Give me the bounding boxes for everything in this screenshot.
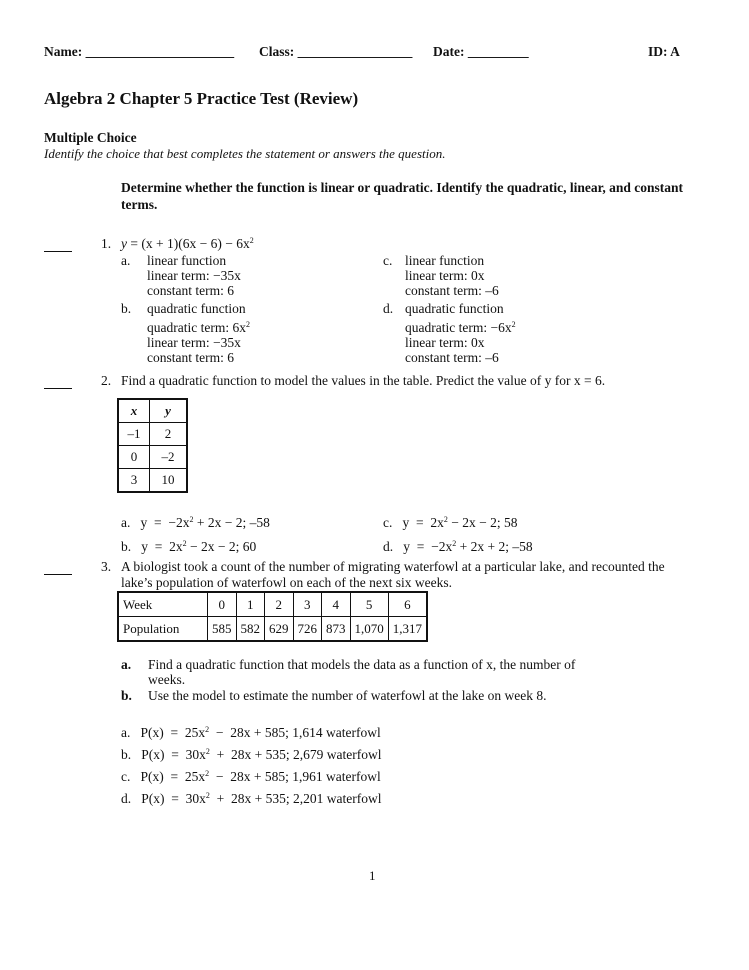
group-instruction: Determine whether the function is linear or quadratic. Identify the quadratic, linear, and constant terms. [121, 180, 683, 212]
section-instructions: Identify the choice that best completes the statement or answers the question. [44, 146, 446, 161]
q3-choice-b[interactable]: b. $P(x) = 30x^2 + 28x + 535$; 2,679 waterfowl [121, 747, 382, 762]
q1-choice-d[interactable]: quadratic function quadratic term: $-6x^2$ linear term: 0x constant term: –6 [405, 301, 516, 365]
q3-part-a-line2: weeks. [148, 672, 186, 687]
answer-blank-3[interactable] [44, 574, 72, 575]
section-heading: Multiple Choice [44, 130, 137, 145]
table-header-y: y [150, 399, 188, 423]
q1-choice-d-letter[interactable]: d. [383, 301, 394, 316]
q1-choice-b-letter[interactable]: b. [121, 301, 132, 316]
table-row: 3 10 [118, 469, 187, 493]
q3-choice-d[interactable]: d. $P(x) = 30x^2 + 28x + 535$; 2,201 waterfowl [121, 791, 382, 806]
table-row: 0 –2 [118, 446, 187, 469]
xy-table [117, 398, 188, 493]
q1-choice-c[interactable]: linear function linear term: 0x constant term: –6 [405, 253, 499, 298]
q1-choice-c-letter[interactable]: c. [383, 253, 393, 268]
name-field[interactable] [44, 44, 234, 60]
table-row: Population 585 582 629 726 873 1,070 1,317 [118, 617, 427, 642]
name-label: Name: [44, 44, 83, 59]
question-number-2: 2. [101, 373, 112, 388]
q1-choice-a-letter[interactable]: a. [121, 253, 131, 268]
question-number-3: 3. [101, 559, 112, 574]
q3-part-b-letter: b. [121, 688, 132, 703]
date-blank[interactable]: _________ [467, 44, 529, 59]
table-header-x: x [118, 399, 150, 423]
class-label: Class: [259, 44, 295, 59]
table-row: –1 2 [118, 423, 187, 446]
date-label: Date: [433, 44, 465, 59]
class-field[interactable] [259, 44, 412, 60]
date-field[interactable] [433, 44, 529, 60]
q2-choice-d[interactable]: d. $y = -2x^2 + 2x + 2$; –58 [383, 539, 533, 554]
question-1-stem: $y = (x + 1)(6x - 6) - 6x^2$ [121, 236, 254, 251]
class-blank[interactable]: _________________ [297, 44, 413, 59]
q3-choice-c[interactable]: c. $P(x) = 25x^2 - 28x + 585$; 1,961 waterfowl [121, 769, 381, 784]
q3-choice-a[interactable]: a. $P(x) = 25x^2 - 28x + 585$; 1,614 waterfowl [121, 725, 381, 740]
page-number: 1 [369, 868, 376, 883]
q2-choice-a[interactable]: a. $y = -2x^2 + 2x - 2$; –58 [121, 515, 270, 530]
question-2-stem: Find a quadratic function to model the values in the table. Predict the value of y for x = 6. [121, 373, 606, 388]
answer-blank-1[interactable] [44, 251, 72, 252]
id-label: ID: A [648, 44, 680, 59]
q2-choice-c[interactable]: c. $y = 2x^2 - 2x - 2$; 58 [383, 515, 518, 530]
question-3-stem-line1: A biologist took a count of the number of migrating waterfowl at a particular lake, and recounted the [121, 559, 665, 574]
name-blank[interactable]: ______________________ [85, 44, 235, 59]
q2-choice-b[interactable]: b. $y = 2x^2 - 2x - 2$; 60 [121, 539, 257, 554]
q3-part-a-letter: a. [121, 657, 132, 672]
question-number-1: 1. [101, 236, 112, 251]
table-row: Week 0 1 2 3 4 5 6 [118, 592, 427, 617]
q3-part-b-line1: Use the model to estimate the number of waterfowl at the lake on week 8. [148, 688, 547, 703]
page-title: Algebra 2 Chapter 5 Practice Test (Review) [44, 89, 359, 108]
waterfowl-table [117, 591, 428, 642]
q1-choice-a[interactable]: linear function linear term: −35x constant term: 6 [147, 253, 241, 298]
q3-part-a-line1: Find a quadratic function that models the data as a function of x, the number of [148, 657, 576, 672]
question-3-stem-line2: lake’s population of waterfowl on each of the next six weeks. [121, 575, 453, 590]
q1-choice-b[interactable]: quadratic function quadratic term: $6x^2$ linear term: −35x constant term: 6 [147, 301, 250, 365]
answer-blank-2[interactable] [44, 388, 72, 389]
